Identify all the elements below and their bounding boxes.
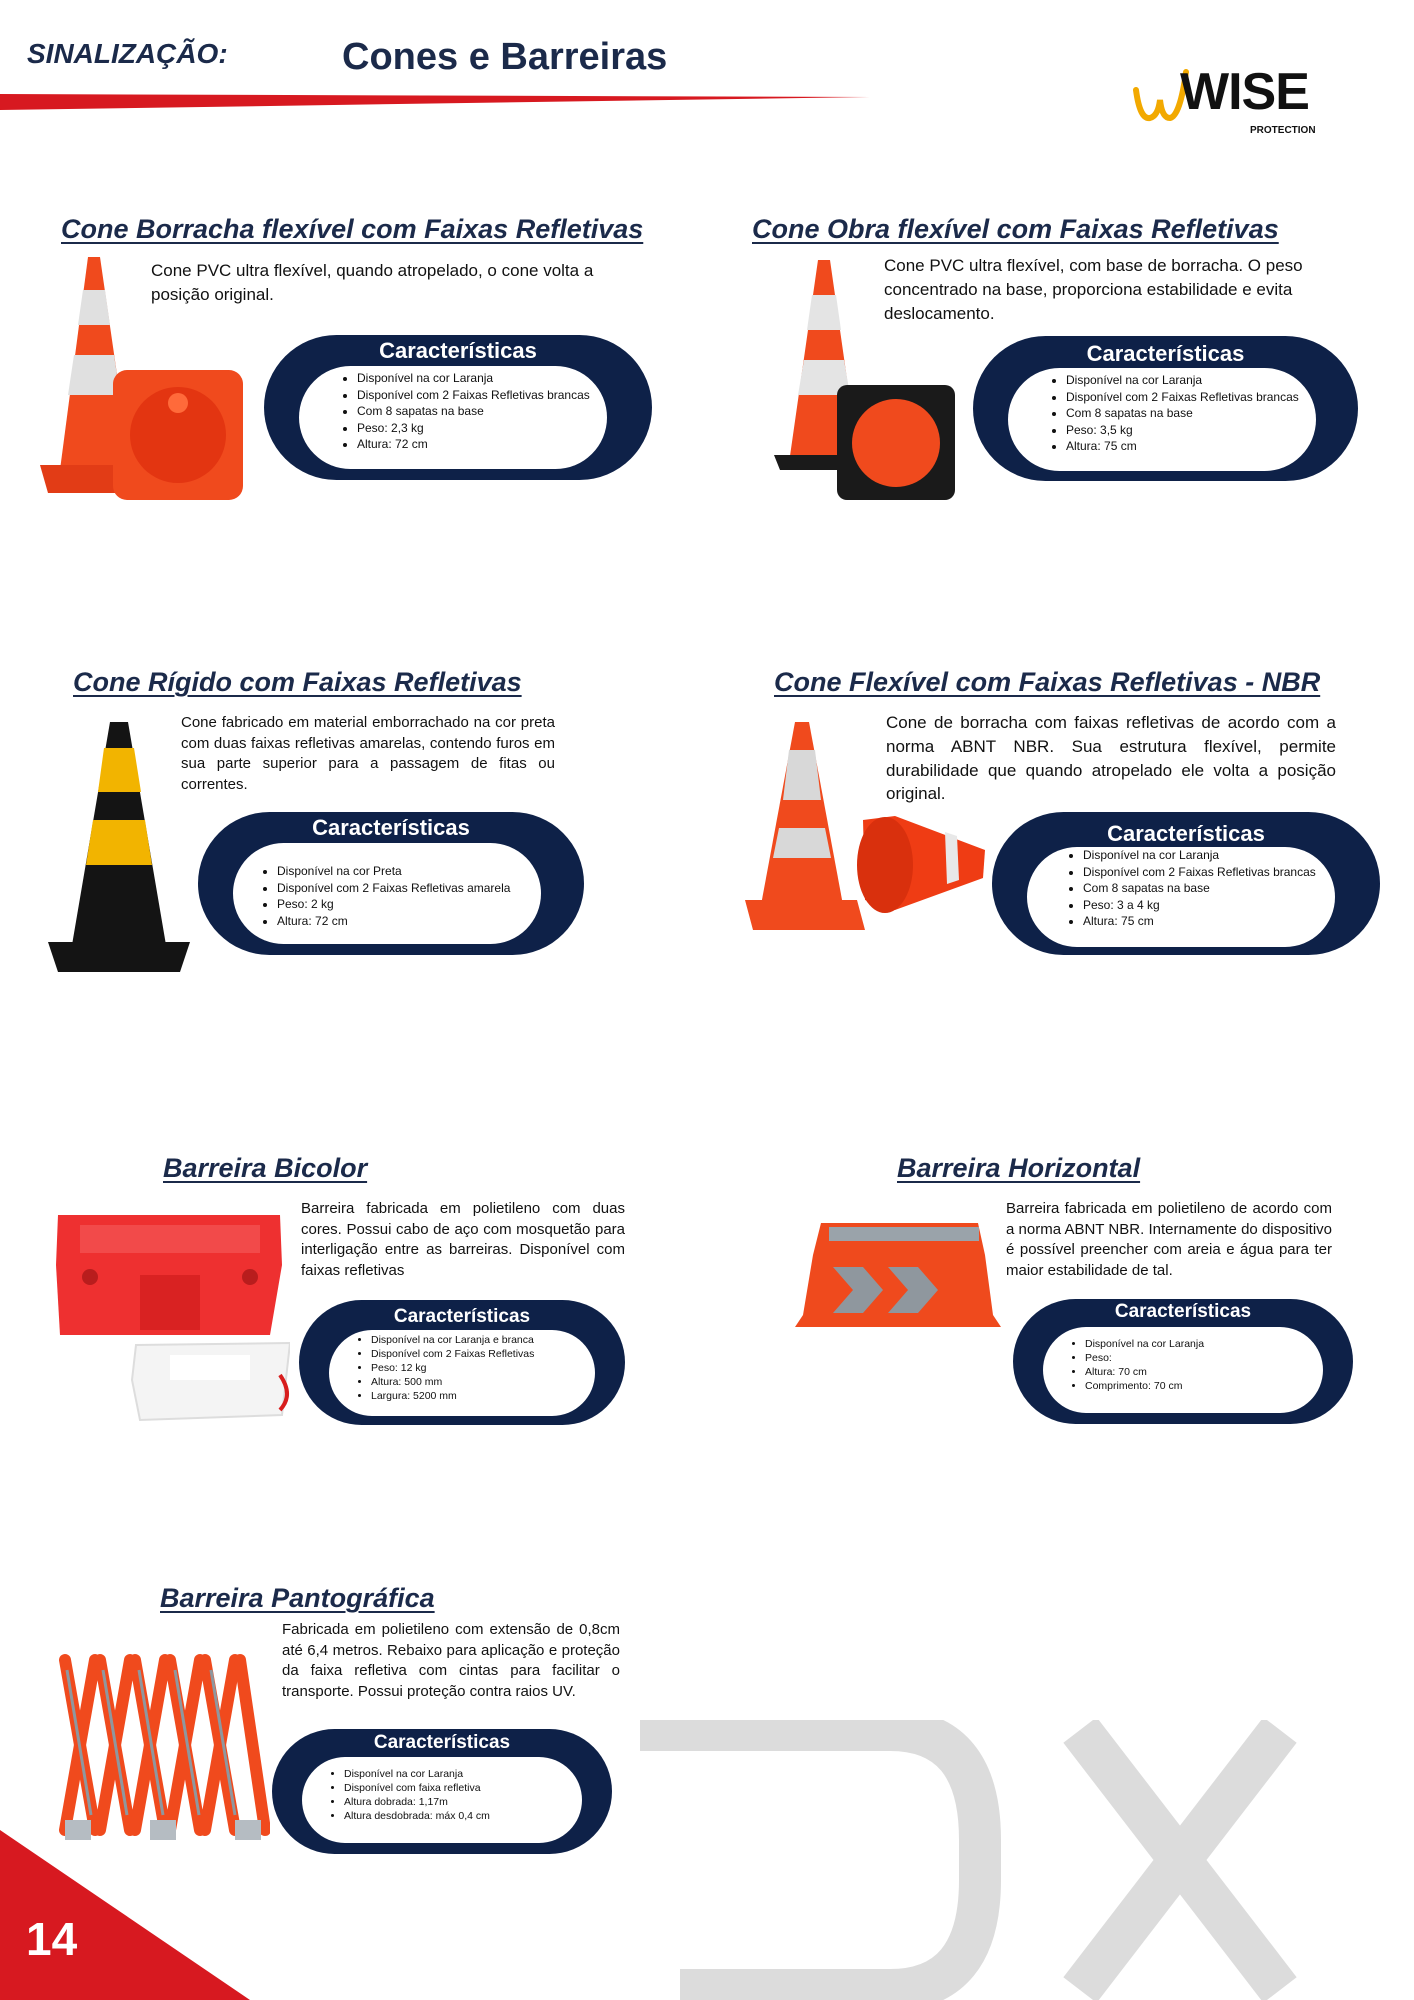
features-card [198,812,584,955]
feature-item: • Peso: 12 kg [371,1361,595,1375]
features-list [302,1767,582,1823]
product-title: Barreira Bicolor [163,1153,368,1183]
features-list-box [233,843,541,944]
product-description: Barreira fabricada em polietileno de acordo com a norma ABNT NBR. Internamente do dispositivo é possível preencher com areia e água para ter maior estabilidade de tal. [1006,1200,1332,1280]
logo-word: WISE [1180,63,1309,121]
product-title: Cone Rígido com Faixas Refletivas [73,667,522,697]
feature-item: • Disponível com 2 Faixas Refletivas brancas [357,387,607,404]
section-label: SINALIZAÇÃO: [27,38,228,69]
features-card-title: Características [373,1732,511,1753]
features-card [272,1729,612,1854]
product-description: Fabricada em polietileno com extensão de 0,8cm até 6,4 metros. Rebaixo para aplicação e proteção da faixa refletiva com cintas para facilitar o transporte. Possui proteção contra raios UV. [282,1621,620,1701]
bicolor-barrier-image [50,1205,290,1445]
feature-item: • Disponível na cor Laranja [1066,372,1316,389]
rigid-cone-image [48,720,190,980]
features-card-title: Características [1114,1301,1252,1322]
product-title: Cone Flexível com Faixas Refletivas - NBR [774,667,1321,697]
watermark-shape [560,1720,1414,2000]
features-list [1027,847,1335,930]
features-card-title: Características [393,1306,531,1327]
feature-item: • Disponível na cor Laranja [1083,847,1335,864]
product-description: Cone de borracha com faixas refletivas de acordo com a norma ABNT NBR. Sua estrutura flexível, permite durabilidade que quando atropelado ele volta a posição original. [886,713,1336,804]
page-number: 14 [26,1913,78,1965]
feature-item: • Altura: 500 mm [371,1375,595,1389]
feature-item: • Disponível com faixa refletiva [344,1781,582,1795]
features-list [233,863,541,929]
features-list-box [329,1330,595,1416]
feature-item: • Altura desdobrada: máx 0,4 cm [344,1809,582,1823]
features-list-box [1008,368,1316,471]
pantograph-barrier-image [55,1640,270,1845]
logo-subtitle: PROTECTION [1250,125,1316,136]
feature-item: • Com 8 sapatas na base [357,403,607,420]
product-description: Cone fabricado em material emborrachado na cor preta com duas faixas refletivas amarelas, contendo furos em sua parte superior para a passagem de fitas ou correntes. [181,714,555,794]
features-list-box [302,1757,582,1843]
features-card [992,812,1380,955]
features-list-box [1043,1327,1323,1413]
features-card-title: Características [312,815,470,840]
features-card-title: Características [1086,341,1245,366]
feature-item: • Disponível com 2 Faixas Refletivas amarela [277,880,541,897]
feature-item: • Disponível na cor Laranja e branca [371,1333,595,1347]
product-description: Cone PVC ultra flexível, com base de borracha. O peso concentrado na base, proporciona estabilidade e evita deslocamento. [884,256,1303,323]
features-list [1043,1337,1323,1393]
feature-item: • Altura: 75 cm [1066,438,1316,455]
feature-item: • Largura: 5200 mm [371,1389,595,1403]
product-description: Cone PVC ultra flexível, quando atropelado, o cone volta a posição original. [151,261,594,304]
feature-item: • Com 8 sapatas na base [1083,880,1335,897]
page-title: Cones e Barreiras [342,36,668,78]
feature-item: • Peso: [1085,1351,1323,1365]
feature-item: • Peso: 3 a 4 kg [1083,897,1335,914]
product-title: Barreira Pantográfica [160,1583,435,1613]
feature-item: • Disponível com 2 Faixas Refletivas brancas [1066,389,1316,406]
feature-item: • Altura: 72 cm [277,913,541,930]
features-card-title: Características [1107,821,1265,846]
red-header-bar [0,94,880,112]
feature-item: • Altura: 70 cm [1085,1365,1323,1379]
feature-item: • Disponível na cor Laranja [1085,1337,1323,1351]
feature-item: • Peso: 3,5 kg [1066,422,1316,439]
feature-item: • Peso: 2,3 kg [357,420,607,437]
feature-item: • Com 8 sapatas na base [1066,405,1316,422]
features-card [973,336,1358,481]
features-list [299,370,607,453]
feature-item: • Comprimento: 70 cm [1085,1379,1323,1393]
features-card [1013,1299,1353,1424]
feature-item: • Disponível com 2 Faixas Refletivas brancas [1083,864,1335,881]
product-title: Cone Obra flexível com Faixas Refletivas [752,214,1279,244]
product-description: Barreira fabricada em polietileno com duas cores. Possui cabo de aço com mosquetão para interligação entre as barreiras. Disponível com faixas refletivas [301,1200,625,1280]
horizontal-barrier-image [793,1215,1003,1335]
features-card [264,335,652,480]
product-title: Barreira Horizontal [897,1153,1141,1183]
features-card-title: Características [379,338,537,363]
features-list-box [1027,847,1335,947]
features-list [329,1333,595,1403]
features-list-box [299,366,607,469]
feature-item: • Disponível na cor Laranja [357,370,607,387]
feature-item: • Altura dobrada: 1,17m [344,1795,582,1809]
product-title: Cone Borracha flexível com Faixas Refletivas [61,214,644,244]
feature-item: • Disponível na cor Preta [277,863,541,880]
features-card [299,1300,625,1425]
feature-item: • Altura: 75 cm [1083,913,1335,930]
feature-item: • Disponível na cor Laranja [344,1767,582,1781]
features-list [1008,372,1316,455]
feature-item: • Disponível com 2 Faixas Refletivas [371,1347,595,1361]
wise-logo [1130,62,1340,142]
feature-item: • Altura: 72 cm [357,436,607,453]
feature-item: • Peso: 2 kg [277,896,541,913]
